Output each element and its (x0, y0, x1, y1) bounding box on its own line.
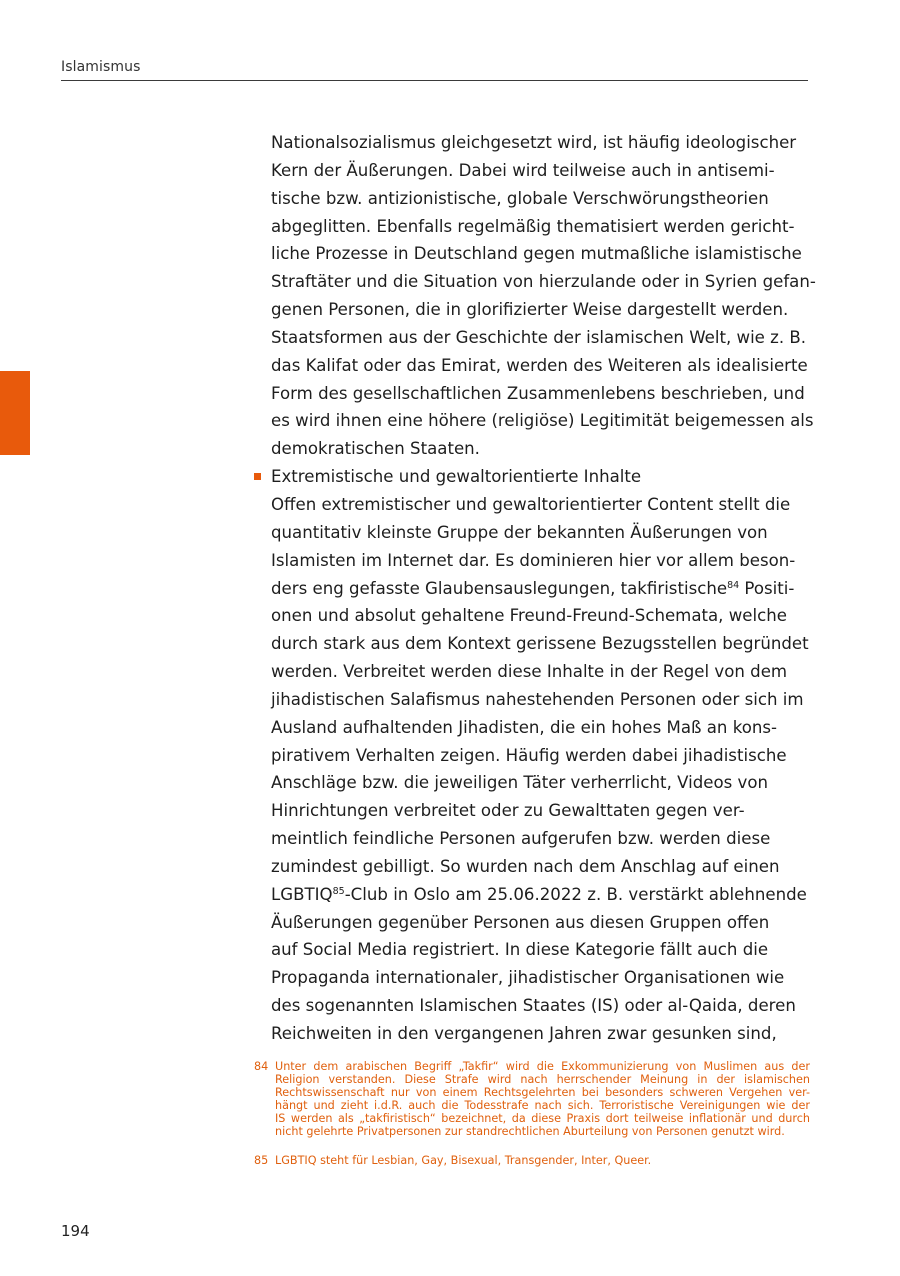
text-line: jihadistischen Salafismus nahestehenden Personen oder sich im (271, 689, 804, 709)
footnote-line: IS werden als „takfiristisch“ bezeichnet, da diese Praxis dort teilweise inflationär und durch (275, 1112, 810, 1126)
text-segment: Positi- (739, 578, 795, 598)
text-line: Straftäter und die Situation von hierzulande oder in Syrien gefan- (271, 272, 816, 292)
text-line: quantitativ kleinste Gruppe der bekannten Äußerungen von (271, 522, 768, 542)
footnotes (254, 1060, 810, 1167)
running-head-title: Islamismus (61, 59, 141, 75)
text-line: Nationalsozialismus gleichgesetzt wird, ist häufig ideologischer (271, 133, 797, 152)
footnote-line: LGBTIQ steht für Lesbian, Gay, Bisexual, Transgender, Inter, Queer. (275, 1153, 652, 1167)
text-segment: -Club in Oslo am 25.06.2022 z. B. verstärkt ablehnende (344, 884, 807, 904)
footnote-line: Rechtswissenschaft nur von einem Rechtsgelehrten bei besonders schweren Vergehen ver- (275, 1086, 810, 1100)
text-line: zumindest gebilligt. So wurden nach dem Anschlag auf einen (271, 856, 780, 876)
text-line: onen und absolut gehaltene Freund-Freund-Schemata, welche (271, 606, 787, 626)
footnote-number: 85 (254, 1153, 269, 1167)
text-line: demokratischen Staaten. (271, 439, 480, 459)
text-line: genen Personen, die in glorifizierter Weise dargestellt werden. (271, 300, 789, 320)
footnote-line: nicht gelehrte Privatpersonen zur standrechtlichen Aburteilung von Personen genutzt wird. (275, 1125, 785, 1139)
text-line (271, 575, 811, 603)
text-line: Propaganda internationaler, jihadistischer Organisationen wie (271, 968, 785, 988)
text-line: Reichweiten in den vergangenen Jahren zwar gesunken sind, (271, 1024, 777, 1043)
paragraph-extremist-content (271, 491, 811, 1048)
text-line: durch stark aus dem Kontext gerissene Bezugsstellen begründet (271, 634, 809, 654)
footnote-ref-85[interactable]: 85 (332, 885, 345, 897)
footnote-line: Religion verstanden. Diese Strafe wird nach herrschender Meinung in der islamischen (275, 1073, 810, 1087)
text-line: Form des gesellschaftlichen Zusammenlebens beschrieben, und (271, 383, 805, 403)
text-line: Islamisten im Internet dar. Es dominieren hier vor allem beson- (271, 550, 796, 570)
text-line: Ausland aufhaltenden Jihadisten, die ein hohes Maß an kons- (271, 717, 778, 737)
footnote-85 (254, 1154, 810, 1167)
page-number: 194 (61, 1222, 90, 1240)
text-line: Kern der Äußerungen. Dabei wird teilweise auch in antisemi- (271, 160, 775, 180)
body-text (271, 129, 816, 1048)
text-line: liche Prozesse in Deutschland gegen mutmaßliche islamistische (271, 244, 802, 264)
chapter-tab-marker (0, 371, 30, 455)
text-line (271, 881, 811, 909)
bullet-heading (271, 463, 811, 491)
paragraph-ideology (271, 129, 816, 463)
text-line: werden. Verbreitet werden diese Inhalte in der Regel von dem (271, 662, 788, 682)
footnote-line: Unter dem arabischen Begriff „Takfir“ wird die Exkommunizierung von Muslimen aus der (275, 1060, 810, 1073)
bullet-square-icon (254, 473, 261, 480)
text-line: das Kalifat oder das Emirat, werden des Weiteren als idealisierte (271, 355, 808, 375)
text-line: auf Social Media registriert. In diese Kategorie fällt auch die (271, 940, 769, 960)
header-rule (61, 80, 808, 81)
text-line: Offen extremistischer und gewaltorientierter Content stellt die (271, 494, 791, 514)
footnote-number: 84 (254, 1060, 269, 1073)
footnote-84 (254, 1060, 810, 1139)
bullet-heading-text: Extremistische und gewaltorientierte Inhalte (271, 467, 642, 487)
text-line: tische bzw. antizionistische, globale Verschwörungstheorien (271, 188, 769, 208)
footnote-line: hängt und zieht i.d.R. auch die Todesstrafe nach sich. Terroristische Vereinigungen wie der (275, 1099, 810, 1113)
text-line: es wird ihnen eine höhere (religiöse) Legitimität beigemessen als (271, 411, 814, 431)
text-segment: ders eng gefasste Glaubensauslegungen, takfiristische (271, 578, 728, 598)
text-line: des sogenannten Islamischen Staates (IS) oder al-Qaida, deren (271, 996, 796, 1016)
text-line: Äußerungen gegenüber Personen aus diesen Gruppen offen (271, 912, 770, 932)
text-line: meintlich feindliche Personen aufgerufen bzw. werden diese (271, 829, 771, 849)
text-line: Hinrichtungen verbreitet oder zu Gewalttaten gegen ver- (271, 801, 745, 821)
footnote-ref-84[interactable]: 84 (727, 579, 740, 591)
text-line: abgeglitten. Ebenfalls regelmäßig thematisiert werden gericht- (271, 216, 795, 236)
text-line: Anschläge bzw. die jeweiligen Täter verherrlicht, Videos von (271, 773, 769, 793)
text-line: Staatsformen aus der Geschichte der islamischen Welt, wie z. B. (271, 327, 807, 347)
text-segment: LGBTIQ (271, 884, 333, 904)
text-line: pirativem Verhalten zeigen. Häufig werden dabei jihadistische (271, 745, 787, 765)
